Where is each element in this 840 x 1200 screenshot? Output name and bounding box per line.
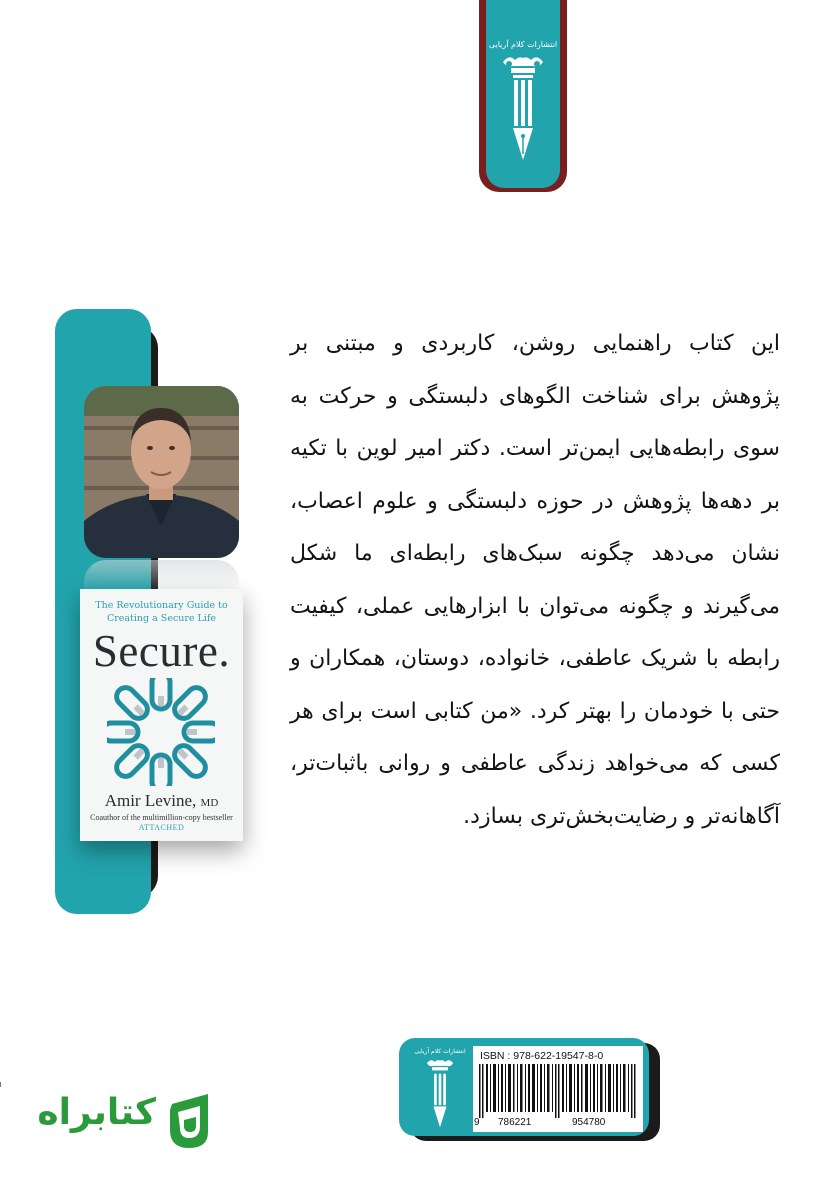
author-portrait	[84, 386, 239, 558]
cover-author-suffix: MD	[200, 797, 219, 809]
cover-note-prefix: Coauthor of the multimillion-copy bestseller	[90, 813, 233, 822]
pen-pillar-icon-small	[424, 1058, 456, 1130]
store-name: کتابراه	[37, 1092, 156, 1133]
store-logo	[37, 1090, 220, 1160]
barcode-digit-group2: 954780	[572, 1117, 606, 1128]
isbn-label: ISBN : 978-622-19547-8-0	[480, 1050, 604, 1062]
ketabrah-logo-icon	[158, 1090, 220, 1152]
book-blurb: این کتاب راهنمایی روشن، کاربردی و مبتنی بر پژوهش برای شناخت الگوهای دلبستگی و حرکت به سوی رابطه‌هایی ایمن‌تر است. دکتر امیر لوین با تکیه بر دهه‌ها پژوهش در حوزه دلبستگی و علوم اعصاب، نشان می‌دهد چگونه سبک‌های رابطه‌ای ما شکل می‌گیرند و چگونه می‌توان با ابزارهایی عملی، کیفیت رابطه با شریک عاطفی، خانواده، دوستان، همکاران و حتی با خودمان را بهتر کرد. «من کتابی است برای هر کسی که می‌خواهد زندگی عاطفی و روانی باثبات‌تر، آگاهانه‌تر و رضایت‌بخش‌تری بسازد.	[290, 331, 780, 829]
book-cover	[80, 589, 243, 841]
barcode-digit-group1: 786221	[498, 1117, 532, 1128]
cover-author	[80, 791, 243, 811]
edge-mark	[0, 1082, 1, 1087]
barcode-digit-lead: 9	[474, 1117, 480, 1128]
cover-note-highlight: ATTACHED	[138, 823, 185, 832]
cover-title: Secure.	[92, 626, 231, 676]
pen-pillar-icon	[499, 54, 547, 164]
cover-note	[80, 813, 243, 833]
ring-emblem-icon	[107, 678, 215, 786]
barcode-bars	[479, 1064, 637, 1118]
publisher-name: انتشارات کلام آریایی	[488, 40, 558, 49]
cover-subtitle: The Revolutionary Guide to Creating a Secure Life	[95, 600, 228, 624]
cover-author-name: Amir Levine,	[104, 791, 197, 810]
publisher-tab	[486, 0, 560, 188]
publisher-name-small: انتشارات کلام آریایی	[414, 1048, 466, 1055]
